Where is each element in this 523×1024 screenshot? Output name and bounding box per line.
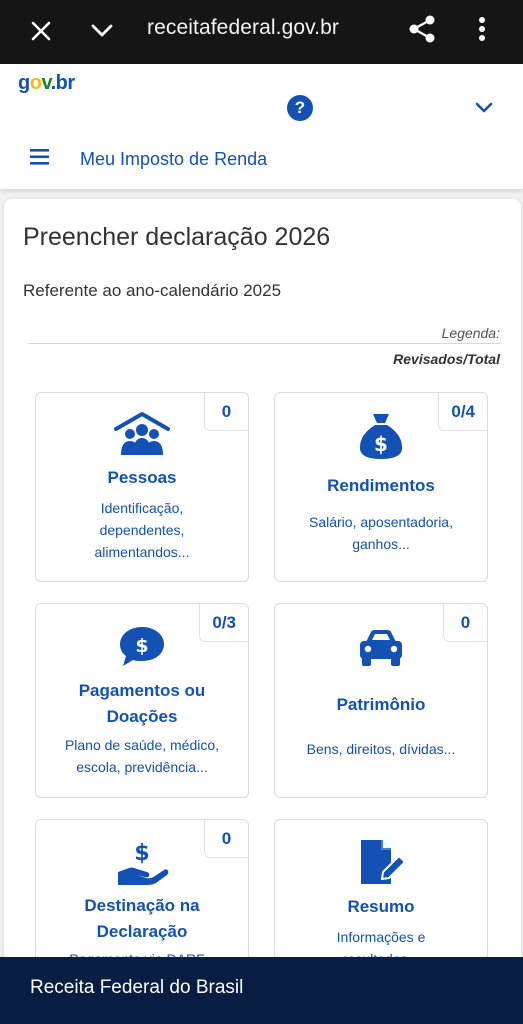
page-subtitle: Referente ao ano-calendário 2025 <box>23 281 282 300</box>
car-icon <box>357 628 405 673</box>
help-icon[interactable]: ? <box>287 95 313 121</box>
section-title[interactable]: Meu Imposto de Renda <box>80 149 268 169</box>
svg-text:$: $ <box>134 841 150 866</box>
tile-desc-line: Bens, direitos, dívidas... <box>306 741 456 757</box>
tile-title: Rendimentos <box>327 476 435 495</box>
tile-desc-line: Plano de saúde, médico, <box>64 737 220 753</box>
tile-title: Patrimônio <box>336 695 426 714</box>
site-header <box>0 64 523 189</box>
tile-patrimonio[interactable] <box>274 603 488 798</box>
progress-badge: 0 <box>204 820 248 858</box>
more-options-icon[interactable] <box>470 14 494 44</box>
money-bag-icon <box>357 411 405 466</box>
money-chat-icon <box>118 624 166 673</box>
svg-text:$: $ <box>135 635 149 657</box>
progress-badge: 0 <box>443 604 487 642</box>
tile-desc-line: dependentes, <box>99 522 185 538</box>
progress-badge: 0/3 <box>199 604 248 642</box>
tile-rendimentos[interactable] <box>274 392 488 582</box>
tile-title: Destinação na <box>84 896 200 915</box>
tile-title: Pessoas <box>107 468 177 487</box>
divider <box>28 343 500 344</box>
document-edit-icon <box>355 838 407 891</box>
tile-desc-line: Salário, aposentadoria, <box>309 514 453 530</box>
hamburger-menu-icon[interactable] <box>29 147 51 167</box>
legend-value: Revisados/Total <box>393 351 500 367</box>
tile-pessoas[interactable] <box>35 392 249 582</box>
tile-desc-line: escola, previdência... <box>76 759 208 775</box>
progress-badge: 0/4 <box>438 393 487 431</box>
tile-title-line2: Doações <box>106 707 178 726</box>
main-card <box>4 199 521 1024</box>
legend-label: Legenda: <box>441 325 500 341</box>
hand-money-icon <box>115 838 169 891</box>
progress-badge: 0 <box>204 393 248 431</box>
tile-title: Pagamentos ou <box>78 681 206 700</box>
govbr-logo[interactable]: gov.br <box>18 72 75 94</box>
url-bar[interactable]: receitafederal.gov.br <box>147 16 339 39</box>
family-house-icon <box>113 411 171 462</box>
share-icon[interactable] <box>406 12 438 46</box>
svg-text:$: $ <box>374 432 388 456</box>
footer <box>0 957 523 1024</box>
footer-text: Receita Federal do Brasil <box>30 977 244 998</box>
tile-desc-line: ganhos... <box>352 536 410 552</box>
tile-desc-line: alimentandos... <box>94 544 190 560</box>
chevron-down-icon[interactable] <box>472 95 496 119</box>
browser-toolbar <box>0 0 523 64</box>
tile-desc-line: Informações e <box>336 929 426 945</box>
tile-pagamentos[interactable] <box>35 603 249 798</box>
close-icon[interactable] <box>26 16 56 46</box>
tile-title-line2: Declaração <box>96 922 188 941</box>
page-title: Preencher declaração 2026 <box>23 223 331 251</box>
tile-title: Resumo <box>347 897 415 916</box>
chevron-down-icon[interactable] <box>87 16 117 46</box>
tile-desc-line: Identificação, <box>100 500 184 516</box>
